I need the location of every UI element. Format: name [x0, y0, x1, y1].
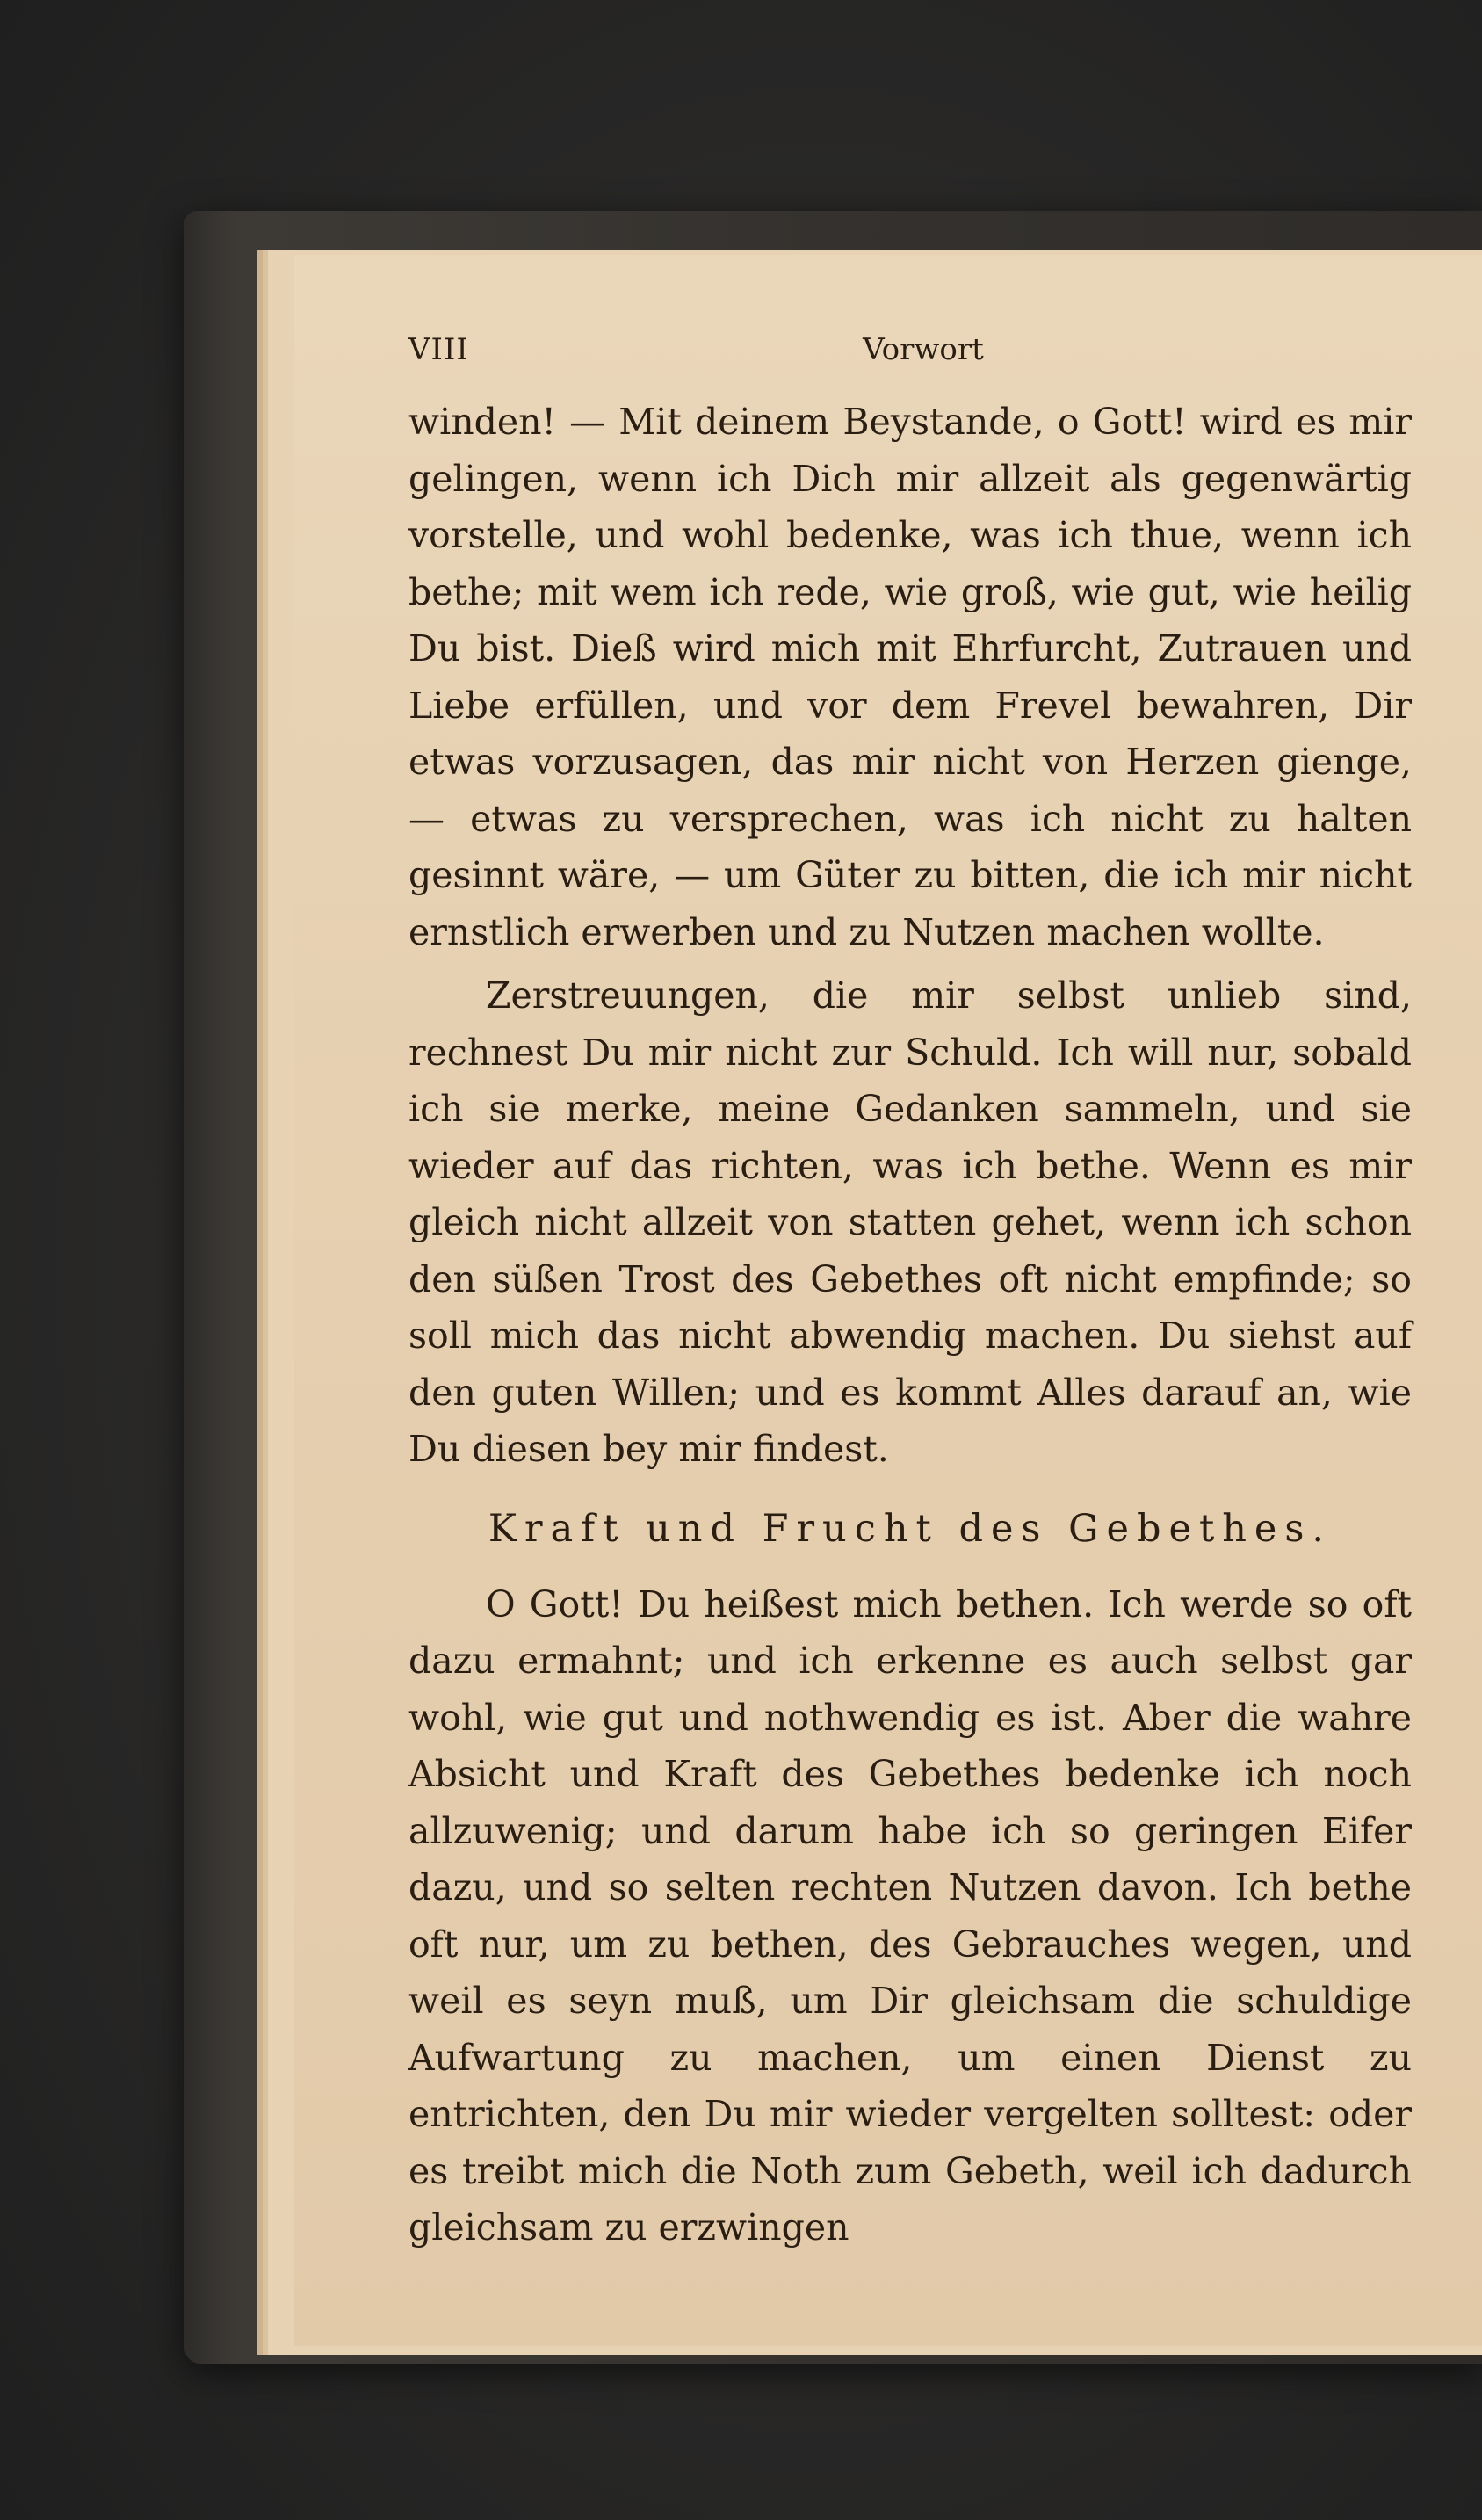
running-title: Vorwort — [863, 332, 984, 367]
section-heading: Kraft und Frucht des Gebethes. — [488, 1506, 1333, 1551]
paragraph-gap — [408, 960, 1412, 967]
paragraph-distractions: Zerstreuungen, die mir selbst unlieb sind, rechnest Du mir nicht zur Schuld. Ich will nur, sobald ich sie merke, meine Gedanken sammeln, und sie wieder auf das richten, was ich bethe. Wenn es mir gleich nicht allzeit von statten gehet, wenn ich schon den süßen Trost des Gebethes oft nicht empfinde; so soll mich das nicht abwendig machen. Du siehst auf den guten Willen; und es kommt Alles darauf an, wie Du diesen bey mir findest. — [408, 974, 1412, 1470]
book-page — [294, 255, 1482, 2346]
page-number: VIII — [408, 332, 469, 367]
paragraph-prayer: O Gott! Du heißest mich bethen. Ich werde so oft dazu ermahnt; und ich erkenne es auch selbst gar wohl, wie gut und nothwendig es ist. Aber die wahre Absicht und Kraft des Gebethes bedenke ich noch allzuwenig; und darum habe ich so geringen Eifer dazu, und so selten rechten Nutzen davon. Ich bethe oft nur, um zu bethen, des Gebrauches wegen, und weil es seyn muß, um Dir gleichsam die schuldige Aufwartung zu machen, um einen Dienst zu entrichten, den Du mir wieder vergelten solltest: oder es treibt mich die Noth zum Gebeth, weil ich dadurch gleichsam zu erzwingen — [408, 1582, 1412, 2248]
text-block — [408, 394, 1412, 2256]
running-head — [408, 332, 1412, 383]
paragraph-continuation: winden! — Mit deinem Beystande, o Gott! wird es mir gelingen, wenn ich Dich mir allzeit als gegenwärtig vorstelle, und wohl bedenke, was ich thue, wenn ich bethe; mit wem ich rede, wie groß, wie gut, wie heilig Du bist. Dieß wird mich mit Ehrfurcht, Zutrauen und Liebe erfüllen, und vor dem Frevel bewahren, Dir etwas vorzusagen, das mir nicht von Herzen gienge, — etwas zu versprechen, was ich nicht zu halten gesinnt wäre, — um Güter zu bitten, die ich mir nicht ernstlich erwerben und zu Nutzen machen wollte. — [408, 401, 1412, 953]
